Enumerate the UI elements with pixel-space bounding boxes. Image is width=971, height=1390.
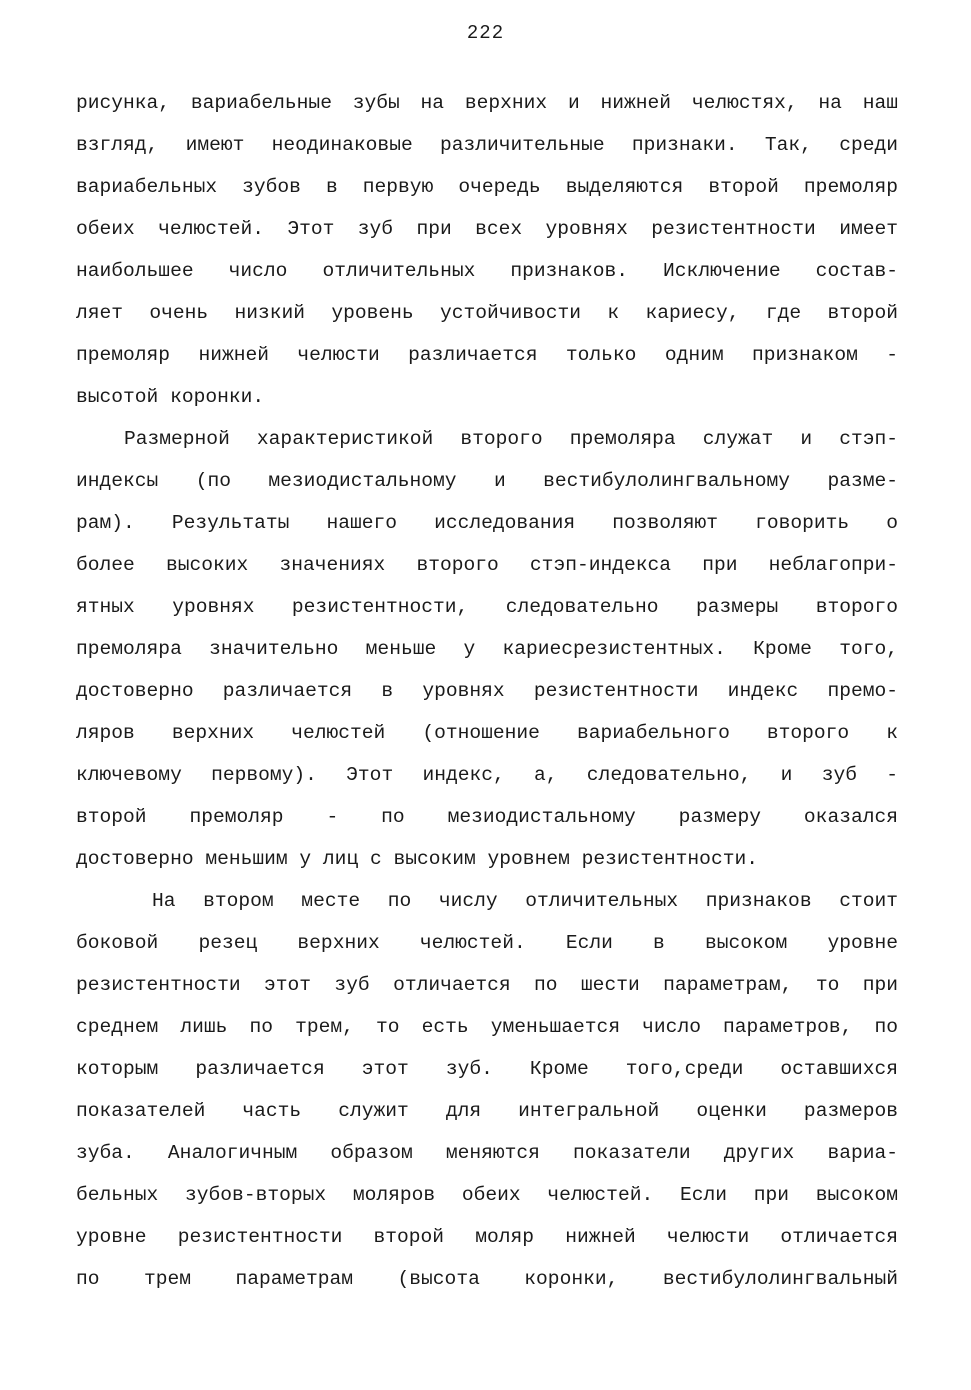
text-line: индексы (по мезиодистальному и вестибулолингвальному разме- — [76, 470, 898, 492]
text-line: обеих челюстей. Этот зуб при всех уровнях резистентности имеет — [76, 218, 898, 240]
text-line: боковой резец верхних челюстей. Если в высоком уровне — [76, 932, 898, 954]
text-line: наибольшее число отличительных признаков. Исключение состав- — [76, 260, 898, 282]
text-line: взгляд, имеют неодинаковые различительные признаки. Так, среди — [76, 134, 898, 156]
text-line: На втором месте по числу отличительных признаков стоит — [152, 890, 898, 912]
text-line: более высоких значениях второго стэп-индекса при неблагопри- — [76, 554, 898, 576]
text-line: резистентности этот зуб отличается по шести параметрам, то при — [76, 974, 898, 996]
body-text — [76, 90, 898, 1308]
text-line: высотой коронки. — [76, 386, 265, 408]
text-line: рисунка, вариабельные зубы на верхних и нижней челюстях, на наш — [76, 92, 898, 114]
text-line: бельных зубов-вторых моляров обеих челюстей. Если при высоком — [76, 1184, 898, 1206]
text-line: ляет очень низкий уровень устойчивости к кариесу, где второй — [76, 302, 898, 324]
page-number: 222 — [466, 22, 505, 44]
text-line: по трем параметрам (высота коронки, вестибулолингвальный — [76, 1268, 898, 1290]
text-line: ляров верхних челюстей (отношение вариабельного второго к — [76, 722, 898, 744]
text-line: ятных уровнях резистентности, следовательно размеры второго — [76, 596, 898, 618]
text-line: Размерной характеристикой второго премоляра служат и стэп- — [124, 428, 898, 450]
text-line: рам). Результаты нашего исследования позволяют говорить о — [76, 512, 898, 534]
text-line: премоляра значительно меньше у кариесрезистентных. Кроме того, — [76, 638, 898, 660]
text-line: ключевому первому). Этот индекс, а, следовательно, и зуб - — [76, 764, 898, 786]
text-line: которым различается этот зуб. Кроме того,среди оставшихся — [76, 1058, 898, 1080]
text-line: уровне резистентности второй моляр нижней челюсти отличается — [76, 1226, 898, 1248]
text-line: показателей часть служит для интегральной оценки размеров — [76, 1100, 898, 1122]
text-line: достоверно различается в уровнях резистентности индекс премо- — [76, 680, 898, 702]
text-line: зуба. Аналогичным образом меняются показатели других вариа- — [76, 1142, 898, 1164]
text-line: второй премоляр - по мезиодистальному размеру оказался — [76, 806, 898, 828]
text-line: среднем лишь по трем, то есть уменьшается число параметров, по — [76, 1016, 898, 1038]
text-line: достоверно меньшим у лиц с высоким уровнем резистентности. — [76, 848, 758, 870]
text-line: премоляр нижней челюсти различается только одним признаком - — [76, 344, 898, 366]
text-line: вариабельных зубов в первую очередь выделяются второй премоляр — [76, 176, 898, 198]
